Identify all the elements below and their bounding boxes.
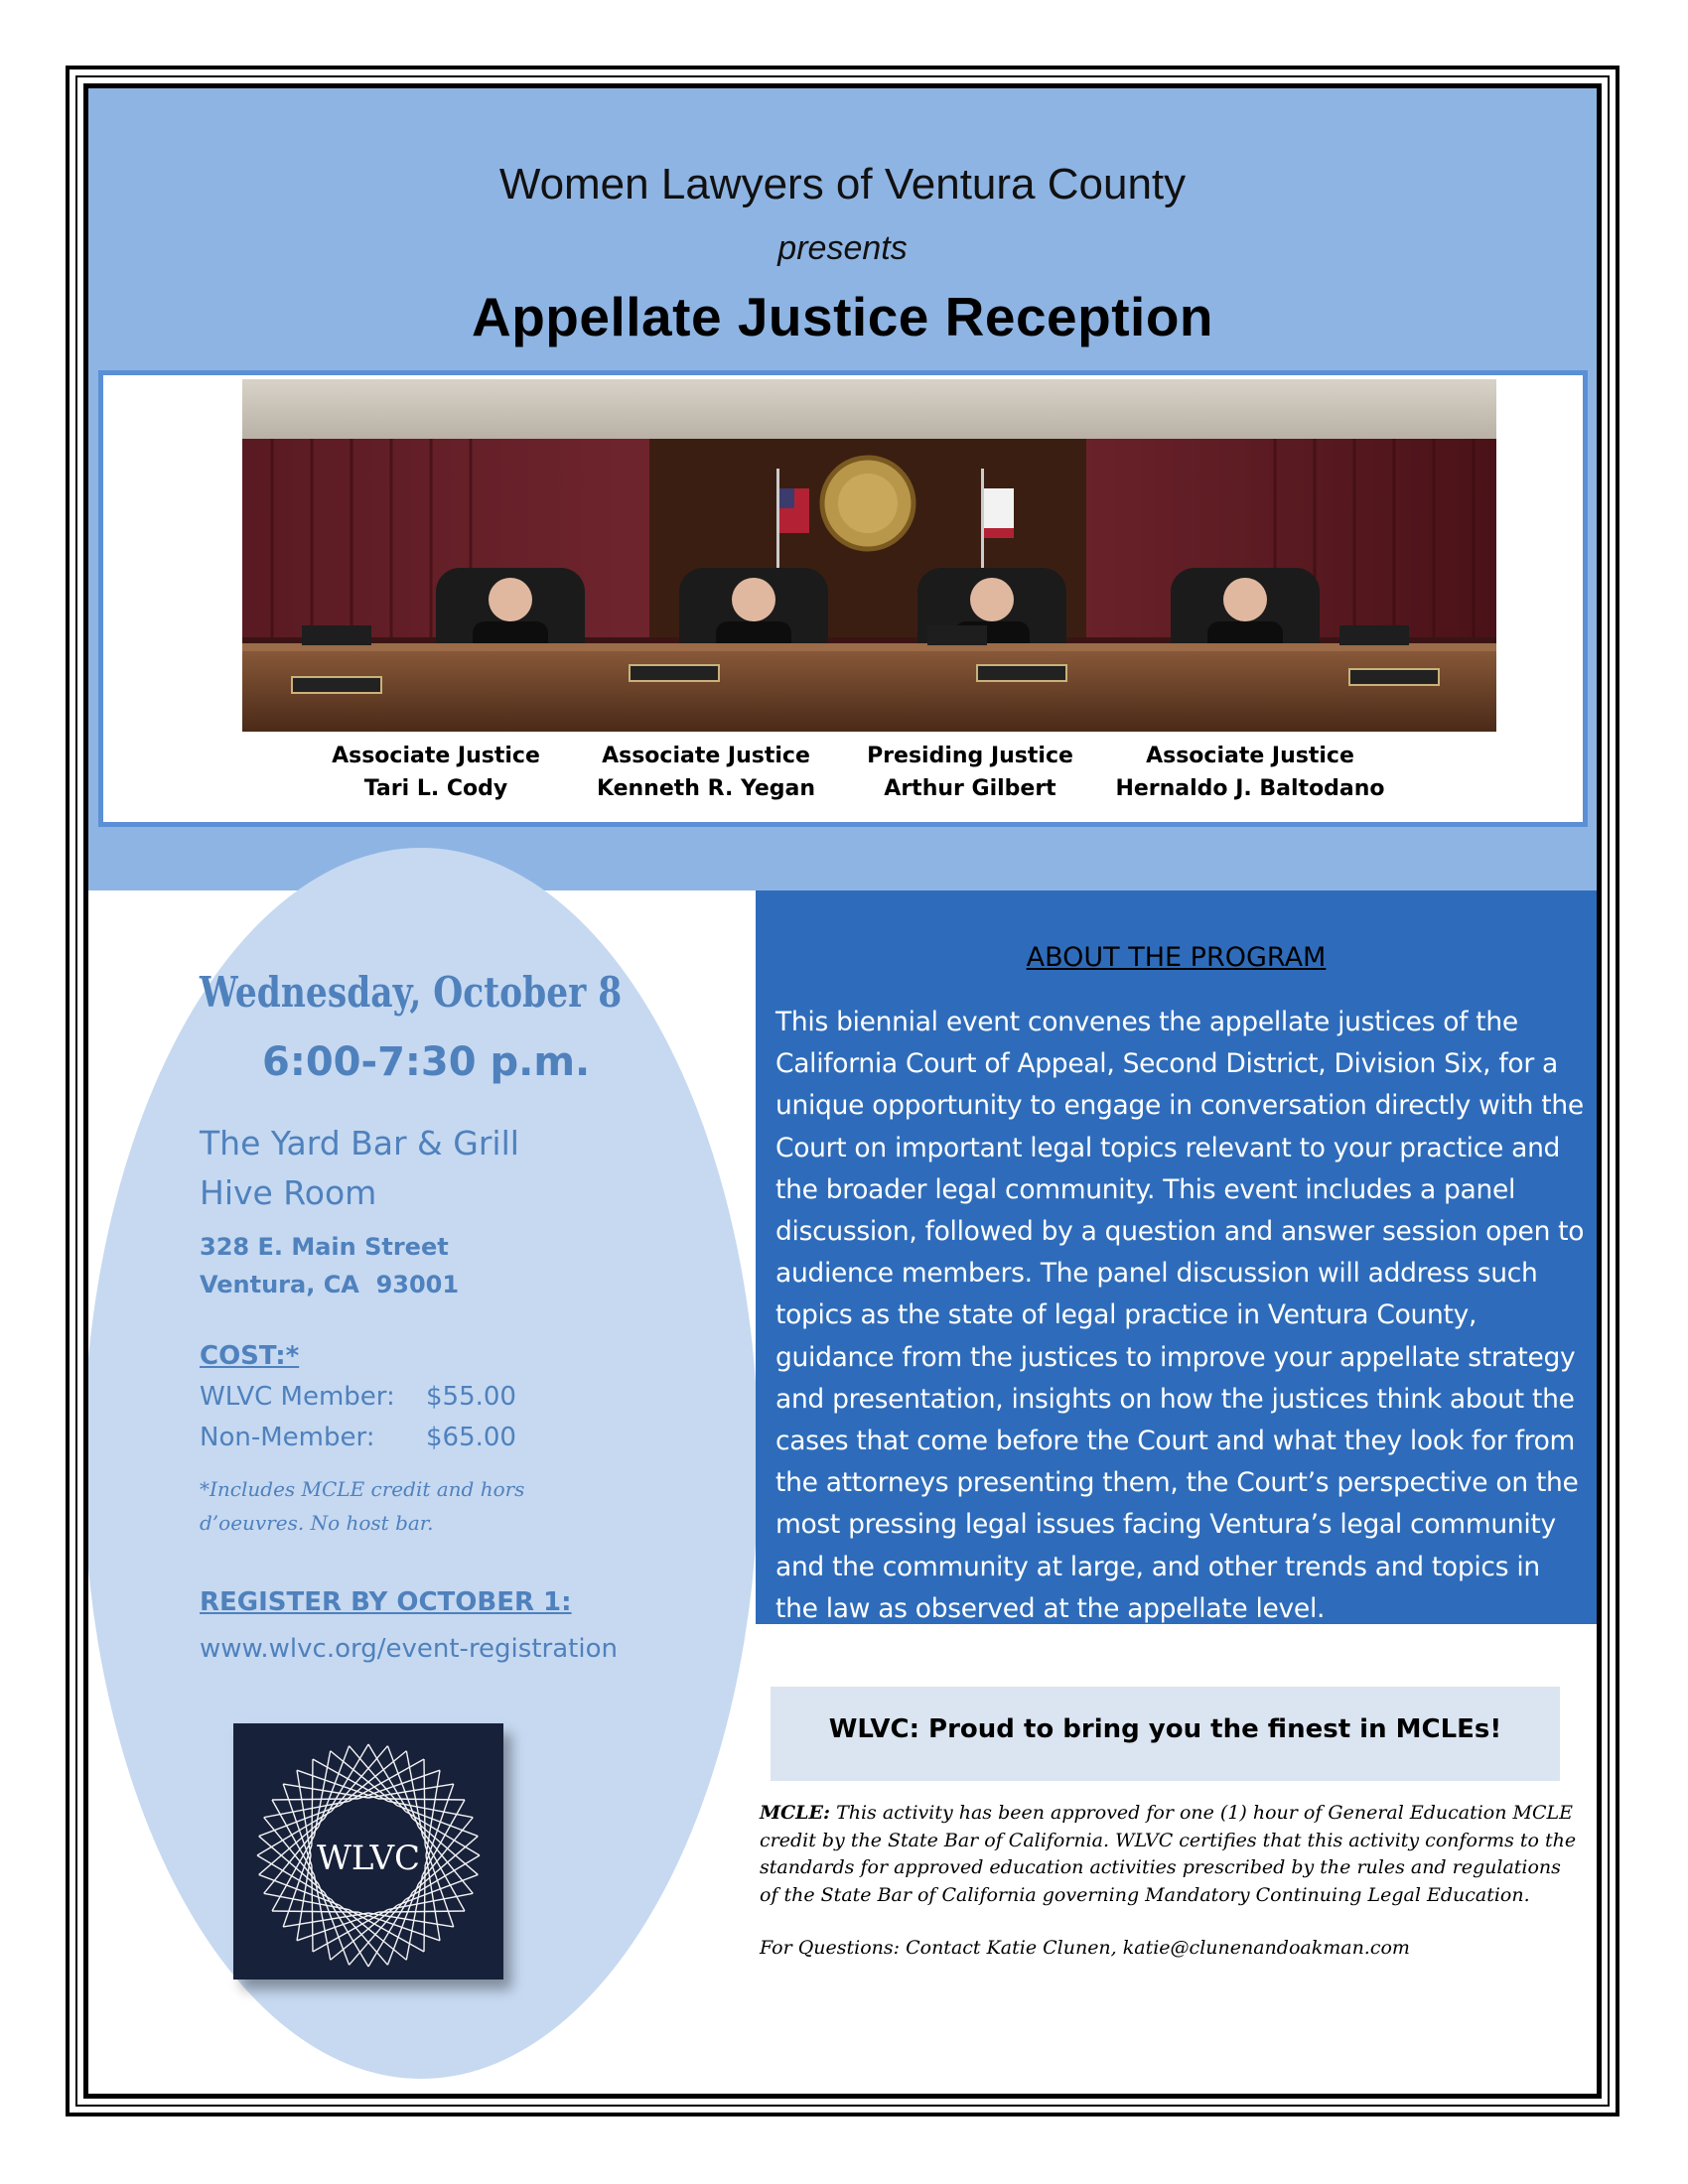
- mcle-statement: [760, 1800, 1584, 1909]
- justice-2-title: Associate Justice: [602, 744, 810, 768]
- event-date: Wednesday, October 8: [200, 968, 623, 1017]
- nonmember-price: $65.00: [426, 1423, 516, 1452]
- member-label: WLVC Member:: [200, 1382, 395, 1412]
- mcle-lead: MCLE:: [760, 1802, 831, 1824]
- justice-2-name: Kenneth R. Yegan: [596, 776, 816, 801]
- justice-caption-2: [577, 740, 835, 805]
- justice-caption-4: [1096, 740, 1404, 805]
- presents-label: presents: [777, 229, 908, 267]
- address-street: 328 E. Main Street: [200, 1233, 449, 1261]
- about-heading: ABOUT THE PROGRAM: [1026, 942, 1327, 973]
- register-heading: REGISTER BY OCTOBER 1:: [200, 1587, 572, 1617]
- venue-room: Hive Room: [200, 1173, 377, 1212]
- justice-3-title: Presiding Justice: [867, 744, 1073, 768]
- member-price-row: [200, 1382, 516, 1412]
- member-price: $55.00: [426, 1382, 516, 1412]
- justice-caption-3: [841, 740, 1099, 805]
- nonmember-price-row: [200, 1423, 516, 1452]
- event-title: Appellate Justice Reception: [471, 286, 1214, 347]
- mcle-text: This activity has been approved for one (1) hour of General Education MCLE credit by the State Bar of California. WLVC certifies that this activity conforms to the standards for approved education activities prescribed by the rules and regulations of the State Bar of California governing Mandatory Continuing Legal Education.: [760, 1802, 1577, 1906]
- photo-frame: [98, 370, 1588, 827]
- courtroom-image: [242, 379, 1496, 732]
- justice-1-title: Associate Justice: [332, 744, 540, 768]
- flyer: [88, 88, 1597, 2094]
- cost-note: *Includes MCLE credit and hors d’oeuvres. No host bar.: [200, 1477, 525, 1535]
- mcle-banner-text: WLVC: Proud to bring you the finest in MCLEs!: [828, 1714, 1502, 1744]
- about-body: This biennial event convenes the appellate justices of the California Court of Appeal, Second District, Division Six, for a unique opportunity to engage in conversation directly with the Court on important legal topics relevant to your practice and the broader legal community. This event includes a panel discussion, followed by a question and answer session open to audience members. The panel discussion will address such topics as the state of legal practice in Ventura County, guidance from the justices to improve your appellate strategy and presentation, insights on how the justices think about the cases that come before the Court and what they look for from the attorneys presenting them, the Court’s perspective on the most pressing legal issues facing Ventura’s legal community and the community at large, and other trends and topics in the law as observed at the appellate level.: [775, 1007, 1585, 1624]
- organization-name: Women Lawyers of Ventura County: [498, 160, 1187, 208]
- justice-1-name: Tari L. Cody: [363, 776, 508, 801]
- venue-name: The Yard Bar & Grill: [200, 1124, 519, 1162]
- registration-link[interactable]: www.wlvc.org/event-registration: [200, 1634, 618, 1664]
- justice-caption-1: [307, 740, 565, 805]
- justice-4-name: Hernaldo J. Baltodano: [1115, 776, 1385, 801]
- justices-photo: [242, 379, 1496, 732]
- header-section: [88, 88, 1597, 890]
- address-city: Ventura, CA 93001: [200, 1271, 460, 1298]
- wlvc-logo: [233, 1723, 503, 1979]
- event-time: 6:00-7:30 p.m.: [262, 1039, 591, 1085]
- nonmember-label: Non-Member:: [200, 1423, 375, 1452]
- justice-4-title: Associate Justice: [1146, 744, 1354, 768]
- logo-text: WLVC: [316, 1839, 421, 1878]
- about-section: [756, 890, 1597, 1624]
- justice-3-name: Arthur Gilbert: [884, 776, 1056, 801]
- mcle-banner: [771, 1687, 1560, 1781]
- contact-line: For Questions: Contact Katie Clunen, katie@clunenandoakman.com: [760, 1937, 1410, 1959]
- cost-heading: COST:*: [200, 1341, 300, 1371]
